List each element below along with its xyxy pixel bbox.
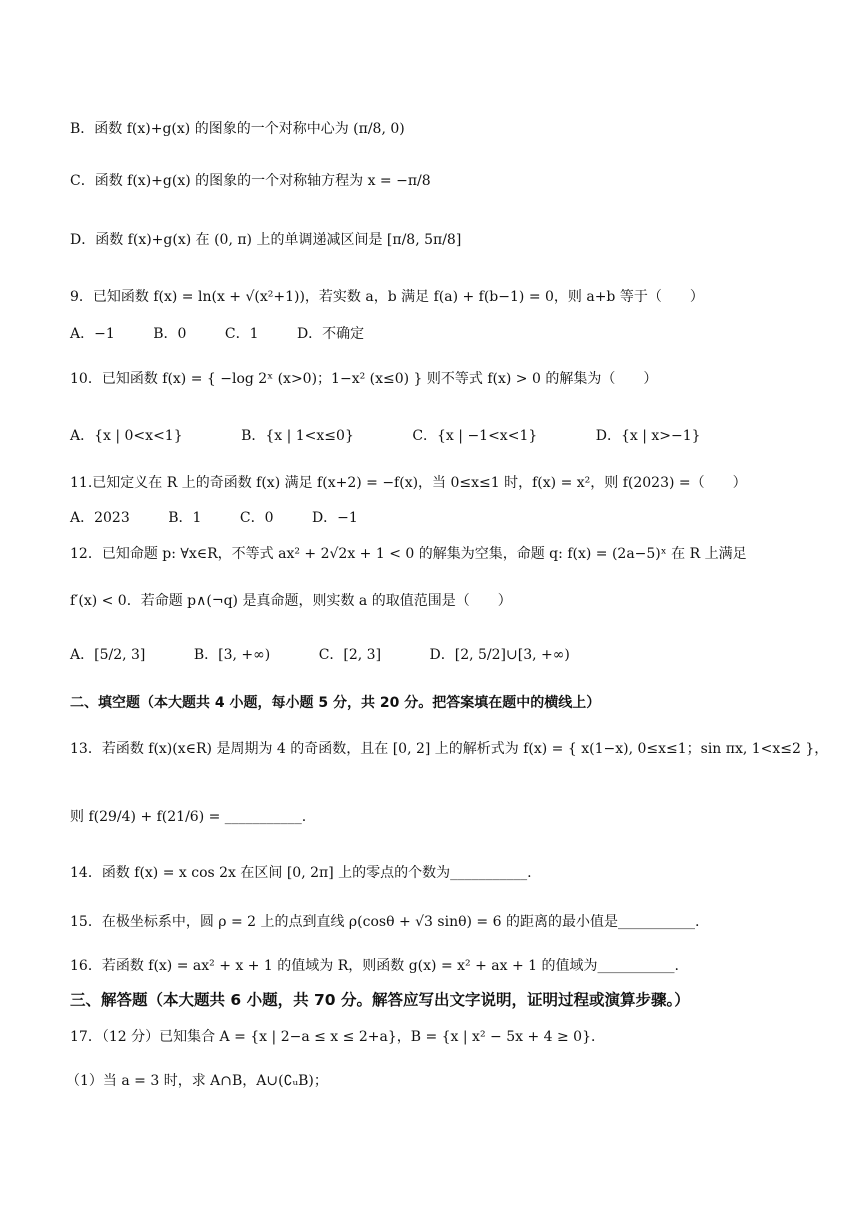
question-13-line1: 13．若函数 f(x)(x∈R) 是周期为 4 的奇函数，且在 [0, 2] 上的解析式为 f(x) = { x(1−x), 0≤x≤1；sin πx, 1<x≤2 }， xyxy=(70,741,829,757)
section-2-heading: 二、填空题（本大题共 4 小题，每小题 5 分，共 20 分。把答案填在题中的横线上） xyxy=(70,695,601,711)
q10-option-d: D．{x | x>−1} xyxy=(595,428,701,444)
question-11-options xyxy=(70,507,392,529)
q10-option-b: B．{x | 1<x≤0} xyxy=(241,428,354,444)
question-12-options xyxy=(70,644,604,666)
q12-option-a: A．[5/2, 3] xyxy=(70,647,146,663)
option-d-q8: D．函数 f(x)+g(x) 在 (0, π) 上的单调递减区间是 [π/8, 5π/8] xyxy=(70,232,462,248)
question-14: 14．函数 f(x) = x cos 2x 在区间 [0, 2π] 上的零点的个数为___________. xyxy=(70,865,532,881)
q9-option-d: D．不确定 xyxy=(296,326,365,342)
question-13-line2: 则 f(29/4) + f(21/6) = ___________. xyxy=(70,809,307,825)
q10-option-c: C．{x | −1<x<1} xyxy=(412,428,538,444)
question-15: 15．在极坐标系中，圆 ρ = 2 上的点到直线 ρ(cosθ + √3 sinθ) = 6 的距离的最小值是___________. xyxy=(70,914,700,930)
question-12-line2: f′(x) < 0．若命题 p∧(¬q) 是真命题，则实数 a 的取值范围是（ ） xyxy=(70,593,512,609)
q11-option-d: D．−1 xyxy=(311,510,358,526)
question-10: 10．已知函数 f(x) = { −log 2ˣ (x>0)；1−x² (x≤0) } 则不等式 f(x) > 0 的解集为（ ） xyxy=(70,371,658,387)
q11-option-b: B．1 xyxy=(168,510,202,526)
q9-option-a: A．−1 xyxy=(70,326,115,342)
q11-option-a: A．2023 xyxy=(70,510,130,526)
q9-option-c: C．1 xyxy=(224,326,259,342)
question-11: 11.已知定义在 R 上的奇函数 f(x) 满足 f(x+2) = −f(x)，当 0≤x≤1 时，f(x) = x²，则 f(2023) =（ ） xyxy=(70,475,747,491)
q11-option-c: C．0 xyxy=(239,510,274,526)
q12-option-c: C．[2, 3] xyxy=(318,647,382,663)
q12-option-d: D．[2, 5/2]∪[3, +∞) xyxy=(429,647,570,663)
q9-option-b: B．0 xyxy=(153,326,187,342)
option-c-q8: C．函数 f(x)+g(x) 的图象的一个对称轴方程为 x = −π/8 xyxy=(70,173,431,189)
question-10-options xyxy=(70,425,735,447)
question-17: 17．（12 分）已知集合 A = {x | 2−a ≤ x ≤ 2+a}，B = {x | x² − 5x + 4 ≥ 0}． xyxy=(70,1029,605,1045)
question-9-options xyxy=(70,323,398,345)
question-17-part-1: （1）当 a = 3 时，求 A∩B，A∪(∁ᵤB)； xyxy=(66,1073,328,1089)
section-3-heading: 三、解答题（本大题共 6 小题，共 70 分。解答应写出文字说明，证明过程或演算步骤。） xyxy=(70,991,690,1009)
question-9: 9．已知函数 f(x) = ln(x + √(x²+1))，若实数 a，b 满足 f(a) + f(b−1) = 0，则 a+b 等于（ ） xyxy=(70,289,704,305)
q10-option-a: A．{x | 0<x<1} xyxy=(70,428,183,444)
question-12-line1: 12．已知命题 p: ∀x∈R，不等式 ax² + 2√2x + 1 < 0 的解集为空集，命题 q: f(x) = (2a−5)ˣ 在 R 上满足 xyxy=(70,546,747,562)
q12-option-b: B．[3, +∞) xyxy=(193,647,271,663)
question-16: 16．若函数 f(x) = ax² + x + 1 的值域为 R，则函数 g(x) = x² + ax + 1 的值域为___________. xyxy=(70,958,679,974)
option-b-q8: B．函数 f(x)+g(x) 的图象的一个对称中心为 (π/8, 0) xyxy=(70,121,405,137)
